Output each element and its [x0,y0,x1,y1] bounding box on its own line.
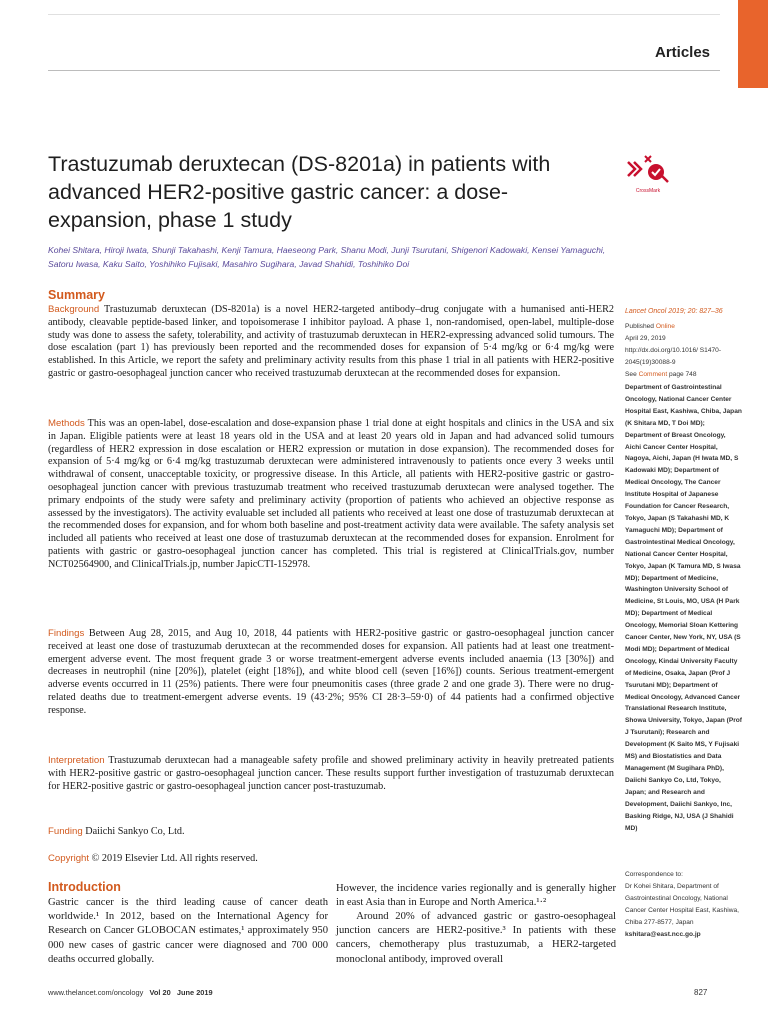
copyright-text: © 2019 Elsevier Ltd. All rights reserved. [91,853,258,864]
funding-text: Daiichi Sankyo Co, Ltd. [85,826,185,837]
see-label: See [625,370,637,378]
correspondence-address: Dr Kohei Shitara, Department of Gastrointestinal Oncology, National Cancer Center Hospital East, Kashiwa, Chiba 277-8577, Japan [625,882,739,926]
crossmark-icon [626,152,670,196]
header-divider [48,70,720,71]
findings-paragraph [48,628,614,718]
header-rule [48,14,720,15]
doi-link[interactable]: http://dx.doi.org/10.1016/ S1470-2045(19)30088-9 [625,346,722,366]
introduction-right-paragraph-1: However, the incidence varies regionally and is generally higher in east Asia than in Europe and North America.¹·² [336,883,616,909]
section-label: Articles [655,44,711,61]
background-text: Trastuzumab deruxtecan (DS-8201a) is a novel HER2-targeted antibody–drug conjugate with a humanised anti-HER2 antibody, cleavable peptide-based linker, and topoisomerase I inhibitor payload. A phase 1, non-randomised, open-label, multiple-dose study was done to assess the safety, tolerability, and activity of trastuzumab deruxtecan in HER2-expressing advanced solid tumours. The dose escalation (part 1) has previously been reported and the recommended doses for expansion of 5·4 mg/kg or 6·4 mg/kg were established. In this Article, we report the safety and preliminary activity results from this phase 1 trial in all patients with HER2-positive gastric or gastro-oesophageal junction cancer who received trastuzumab deruxtecan at the recommended doses for expansion. [48,304,614,379]
comment-page: page 748 [669,370,697,378]
introduction-right-paragraph-2 [336,910,616,967]
introduction-left-column: Gastric cancer is the third leading cause of cancer death worldwide.¹ In 2012, based on the International Agency for Research on Cancer GLOBOCAN estimates,¹ approximately 950 000 new cases of gastric cancer were diagnosed and 700 000 deaths occurred globally. [48,897,328,965]
comment-link[interactable]: Comment [638,370,668,378]
findings-text: Between Aug 28, 2015, and Aug 10, 2018, 44 patients with HER2-positive gastric or gastro-oesophageal junction cancer received at least one dose of trastuzumab deruxtecan at the recommended doses for expansion. All patients had at least one treatment-emergent adverse event. The most frequent grade 3 or worse treatment-emergent adverse events included anaemia (13 [30%]) and decreases in neutrophil (nine [20%]), platelet (eight [18%]), and white blood cell (seven [16%]) counts. Serious treatment-emergent adverse events occurred in 11 (25%) patients. There were four pneumonitis cases (three grade 2 and one grade 3). There were no drug-related deaths due to treatment-emergent adverse events. 19 (43·2%; 95% CI 28·3–59·0) of 44 patients had a confirmed objective response. [48,628,614,716]
crossmark-label: CrossMark [635,188,661,194]
summary-heading: Summary [48,288,105,302]
correspondence-email[interactable]: kshitara@east.ncc.go.jp [625,930,701,938]
interpretation-label: Interpretation [48,755,105,766]
copyright-paragraph [48,853,614,866]
correspondence-label: Correspondence to: [625,871,683,878]
page-number: 827 [694,988,708,997]
footer-volume: Vol 20 [149,988,171,997]
publication-date: April 29, 2019 [625,334,666,342]
funding-label: Funding [48,826,83,837]
article-title: Trastuzumab deruxtecan (DS-8201a) in patients with advanced HER2-positive gastric cancer: a dose-expansion, phase 1 study [48,152,551,232]
interpretation-text: Trastuzumab deruxtecan had a manageable safety profile and showed preliminary activity in heavily pretreated patients with HER2-positive gastric or gastro-oesophageal junction cancer. These results support further investigation of trastuzumab deruxtecan for HER2-positive gastric or gastro-oesophageal junction cancer post-trastuzumab. [48,755,614,792]
published-label: Published [625,323,654,330]
introduction-heading: Introduction [48,880,121,894]
correspondence [625,869,743,940]
published-online-link[interactable]: Online [655,323,675,330]
footer-journal-url[interactable]: www.thelancet.com/oncology [48,988,144,997]
footer-journal [48,988,213,997]
methods-text: This was an open-label, dose-escalation and dose-expansion phase 1 trial done at eight hospitals and clinics in the USA and six in Japan. Eligible patients were at least 18 years old in the USA and at least 20 years old in Japan and had advanced solid tumours (regardless of HER2 expression in dose escalation or HER2 expression or mutation in dose expansion). The recommended doses for expansion of 5·4 mg/kg or 6·4 mg/kg trastuzumab deruxtecan were administered intravenously to patients once every 3 weeks until withdrawal of consent, unacceptable toxicity, or progressive disease. In this Article, all patients with HER2-positive gastric or gastro-oesophageal junction cancer with previous trastuzumab treatment who received trastuzumab deruxtecan were analysed together. The primary endpoints of the study were safety and preliminary activity (proportion of patients who achieved an objective response as assessed by the investigators). The activity evaluable set included all patients who received at least one dose of trastuzumab deruxtecan at the recommended doses for expansion, and for whom both baseline and post-treatment activity data were available. The safety analysis set included all patients who received at least one dose of trastuzumab deruxtecan at the recommended doses for expansion. Enrolment for patients with gastric or gastro-oesophageal junction cancer has completed. This trial is registered at ClinicalTrials.gov, number NCT02564900, and ClinicalTrials.jp, number JapicCTI-152978. [48,418,614,570]
introduction-right-text: Around 20% of advanced gastric or gastro-oesophageal junction cancers are HER2-positive.³ In patients with these cancers, chemotherapy plus trastuzumab, a HER2-targeted monoclonal antibody, improved overall [336,911,616,965]
background-label: Background [48,304,100,315]
funding-paragraph [48,826,614,839]
affiliations: Department of Gastrointestinal Oncology, National Cancer Center Hospital East, Kashiwa, Chiba, Japan (K Shitara MD, T Doi MD); Department of Breast Oncology, Aichi Cancer Center Hospital, Nagoya, Aichi, Japan (H Iwata MD, S Kadowaki MD); Department of Medical Oncology, The Cancer Institute Hospital of Japanese Foundation for Cancer Research, Tokyo, Japan (S Takahashi MD, K Yamaguchi MD); Department of Gastrointestinal Medical Oncology, National Cancer Center Hospital, Tokyo, Japan (K Tamura MD, S Iwasa MD); Department of Medicine, Washington University School of Medicine, St Louis, MO, USA (H Park MD); Department of Medical Oncology, Memorial Sloan Kettering Cancer Center, New York, NY, USA (S Modi MD); Department of Medical Oncology, Kindai University Faculty of Medicine, Osaka, Japan (Prof J Tsurutani MD); Department of Medical Oncology, Advanced Cancer Translational Research Institute, Showa University, Tokyo, Japan (Prof J Tsurutani); Research and Development (K Saito MS, Y Fujisaki MS) and Biostatistics and Data Management (M Sugihara PhD), Daiichi Sankyo Co, Ltd, Tokyo, Japan; and Research and Development, Daiichi Sankyo, Inc, Basking Ridge, NJ, USA (J Shahidi MD) [625,384,743,832]
copyright-label: Copyright [48,853,90,864]
footer-date: June 2019 [176,988,213,997]
author-list: Kohei Shitara, Hiroji Iwata, Shunji Takahashi, Kenji Tamura, Haeseong Park, Shanu Modi, Junji Tsurutani, Shigenori Kadowaki, Kensei Yamaguchi, Satoru Iwasa, Kaku Saito, Yoshihiko Fujisaki, Masahiro Sugihara, Javad Shahidi, Toshihiko Doi [48,245,606,269]
citation: Lancet Oncol 2019; 20: 827–36 [625,308,723,315]
journal-accent-bar [738,0,768,88]
background-paragraph [48,304,614,381]
interpretation-paragraph [48,755,614,793]
methods-label: Methods [48,418,85,429]
methods-paragraph [48,418,614,572]
publication-info [625,321,743,381]
findings-label: Findings [48,628,85,639]
crossmark-badge[interactable] [626,152,670,196]
